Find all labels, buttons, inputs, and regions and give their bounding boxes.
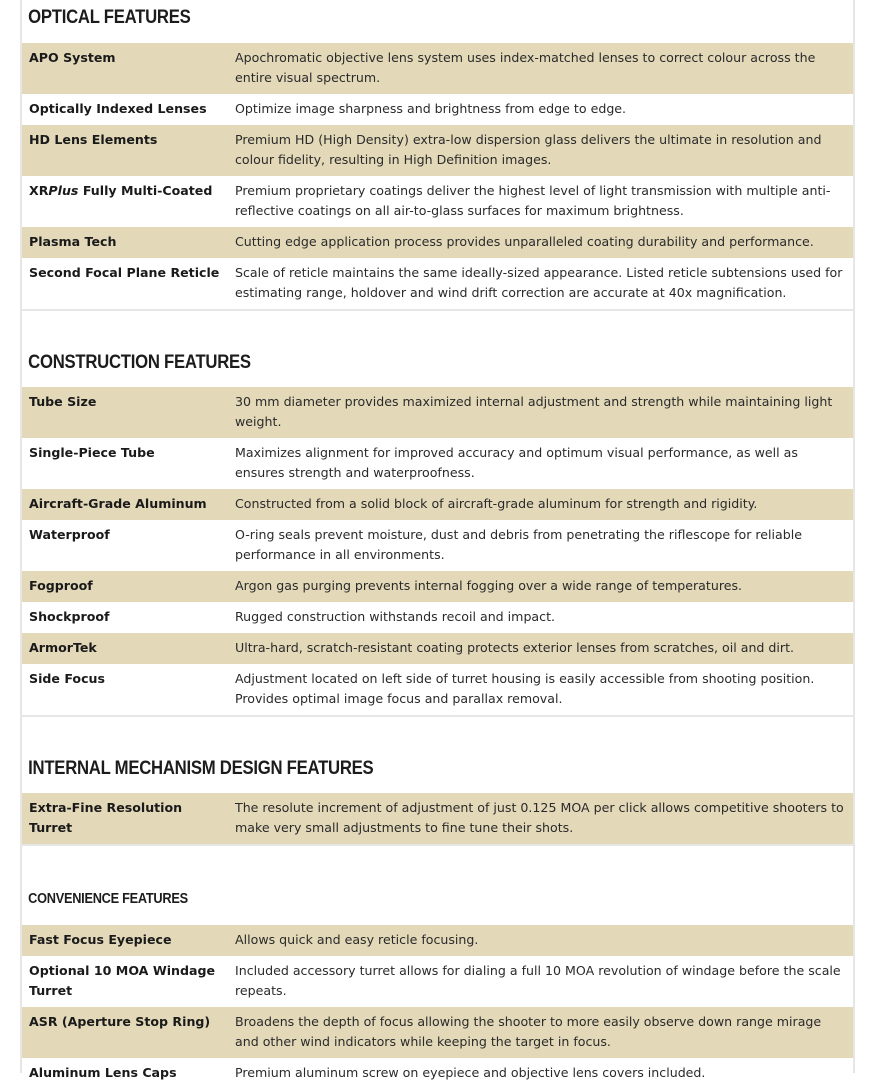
section-internal-mechanism [22,715,853,844]
feature-row [22,227,853,258]
feature-row [22,387,853,438]
feature-row [22,633,853,664]
feature-name-text: Optically Indexed Lenses [29,101,207,116]
feature-name [22,925,229,956]
feature-description: Scale of reticle maintains the same ideally-sized appearance. Listed reticle subtensions used for estimating range, holdover and wind drift correction are accurate at 40x magnification. [235,265,843,300]
feature-row [22,793,853,844]
feature-name [22,125,229,176]
feature-description: The resolute increment of adjustment of just 0.125 MOA per click allows competitive shooters to make very small adjustments to fine tune their shots. [235,800,844,835]
feature-row [22,602,853,633]
feature-name [22,387,229,438]
feature-name-text: Plus [48,183,79,198]
feature-name-text: Tube Size [29,394,97,409]
feature-description: Cutting edge application process provides unparalleled coating durability and performance. [235,234,814,249]
feature-row [22,125,853,176]
feature-name-text: Side Focus [29,671,105,686]
feature-name [22,227,229,258]
feature-row [22,956,853,1007]
feature-name [22,43,229,94]
feature-name-text: HD Lens Elements [29,132,158,147]
feature-description: Maximizes alignment for improved accuracy and optimum visual performance, as well as ensures strength and waterproofness. [235,445,798,480]
feature-name-text: Single-Piece Tube [29,445,155,460]
feature-name [22,602,229,633]
feature-name-text: Aircraft-Grade Aluminum [29,496,207,511]
feature-row [22,571,853,602]
feature-row [22,43,853,94]
feature-row [22,1007,853,1058]
section-convenience [22,844,853,1089]
feature-name [22,489,229,520]
feature-description: Premium proprietary coatings deliver the highest level of light transmission with multiple anti-reflective coatings on all air-to-glass surfaces for maximum brightness. [235,183,831,218]
feature-description: Broadens the depth of focus allowing the shooter to more easily observe down range mirage and other wind indicators while keeping the target in focus. [235,1014,822,1049]
section-title: CONSTRUCTION FEATURES [28,352,251,373]
feature-name-text: Optional 10 MOA Windage Turret [29,963,216,998]
feature-name-text: Fast Focus Eyepiece [29,932,172,947]
feature-name-text: Waterproof [29,527,110,542]
feature-row [22,489,853,520]
feature-name [22,1058,229,1089]
feature-name-text: Aluminum Lens Caps [29,1065,177,1080]
feature-name [22,176,229,227]
section-construction [22,309,853,715]
feature-name-text: APO System [29,50,116,65]
feature-row [22,438,853,489]
feature-name-text: Fully Multi-Coated [78,183,213,198]
feature-name [22,793,229,844]
section-title: OPTICAL FEATURES [28,7,191,28]
features-table [22,793,853,844]
feature-row [22,520,853,571]
feature-description: Allows quick and easy reticle focusing. [235,932,479,947]
feature-description: Argon gas purging prevents internal fogging over a wide range of temperatures. [235,578,743,593]
feature-name-text: Shockproof [29,609,110,624]
feature-name-text: ArmorTek [29,640,97,655]
feature-name [22,438,229,489]
feature-name [22,94,229,125]
section-title: CONVENIENCE FEATURES [28,891,188,907]
feature-name [22,633,229,664]
feature-name-text: Extra-Fine Resolution Turret [29,800,183,835]
feature-row [22,1058,853,1089]
feature-description: 30 mm diameter provides maximized internal adjustment and strength while maintaining light weight. [235,394,833,429]
feature-name-text: XR [29,183,49,198]
features-container [20,0,855,1080]
feature-description: Apochromatic objective lens system uses index-matched lenses to correct colour across the entire visual spectrum. [235,50,816,85]
features-table [22,925,853,1089]
feature-name [22,258,229,309]
feature-name-text: Second Focal Plane Reticle [29,265,220,280]
feature-row [22,94,853,125]
feature-description: Optimize image sharpness and brightness from edge to edge. [235,101,627,116]
feature-name [22,571,229,602]
feature-name [22,664,229,715]
feature-name [22,520,229,571]
feature-name [22,956,229,1007]
feature-name [22,1007,229,1058]
feature-name-text: Fogproof [29,578,93,593]
feature-description: Premium aluminum screw on eyepiece and objective lens covers included. [235,1065,706,1080]
feature-name-text: Plasma Tech [29,234,117,249]
feature-name-text: ASR (Aperture Stop Ring) [29,1014,211,1029]
features-table [22,43,853,309]
feature-description: Rugged construction withstands recoil and impact. [235,609,556,624]
feature-description: Premium HD (High Density) extra-low dispersion glass delivers the ultimate in resolution and colour fidelity, resulting in High Definition images. [235,132,822,167]
feature-row [22,258,853,309]
feature-description: Ultra-hard, scratch-resistant coating protects exterior lenses from scratches, oil and dirt. [235,640,795,655]
section-optical [22,0,853,309]
feature-row [22,925,853,956]
feature-description: O-ring seals prevent moisture, dust and debris from penetrating the riflescope for reliable performance in all environments. [235,527,803,562]
feature-description: Constructed from a solid block of aircraft-grade aluminum for strength and rigidity. [235,496,758,511]
features-table [22,387,853,715]
section-title: INTERNAL MECHANISM DESIGN FEATURES [28,758,374,779]
feature-description: Included accessory turret allows for dialing a full 10 MOA revolution of windage before the scale repeats. [235,963,841,998]
feature-description: Adjustment located on left side of turret housing is easily accessible from shooting position. Provides optimal image focus and parallax removal. [235,671,815,706]
feature-row [22,664,853,715]
feature-row [22,176,853,227]
